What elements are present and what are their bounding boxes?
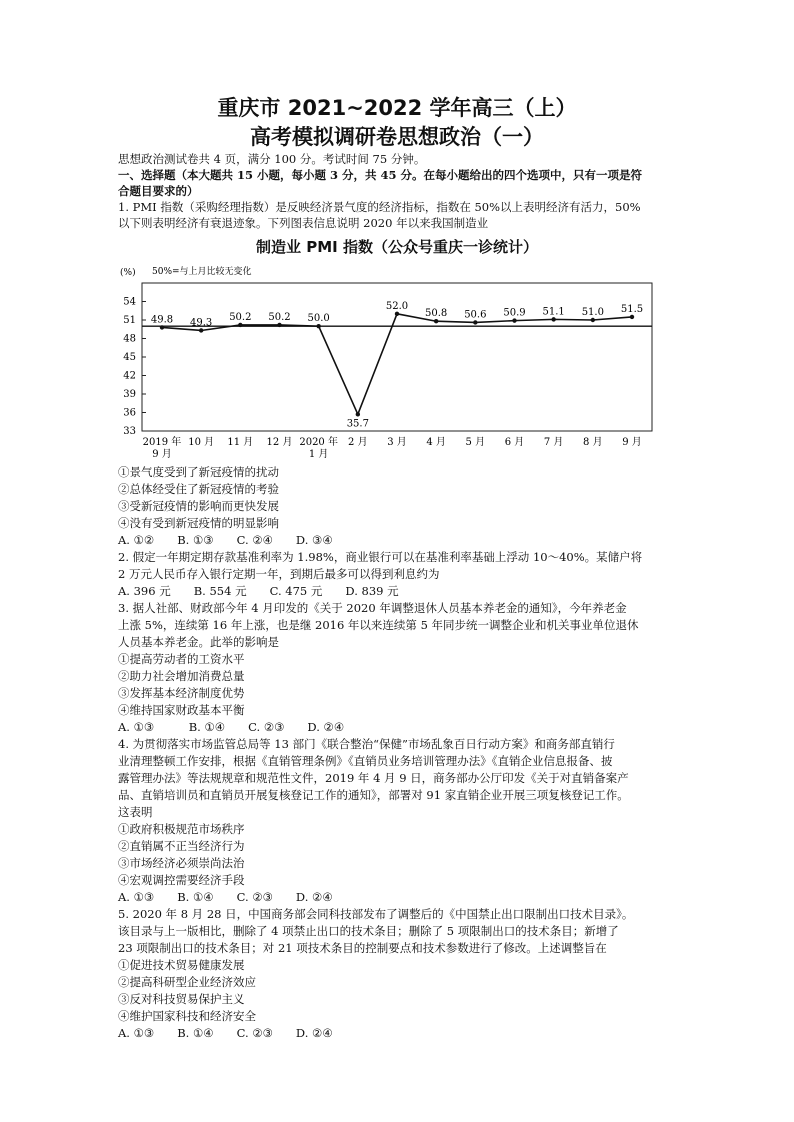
q4-stem-line4: 品、直销培训员和直销员开展复核登记工作的通知》，部署对 91 家直销企业开展三项复核登记工作。 bbox=[118, 788, 629, 802]
y-tick-label: 39 bbox=[123, 389, 136, 400]
data-label: 49.3 bbox=[190, 317, 213, 329]
q4-answers: A. ①③ B. ①④ C. ②③ D. ②④ bbox=[118, 890, 333, 904]
q3-option-4: ④维持国家财政基本平衡 bbox=[118, 703, 245, 717]
exam-title-line2: 高考模拟调研卷思想政治（一） bbox=[250, 125, 544, 149]
data-point bbox=[277, 323, 281, 327]
data-point bbox=[473, 320, 477, 324]
data-label: 50.0 bbox=[307, 313, 330, 325]
x-tick-label: 11 月 bbox=[227, 437, 254, 448]
intro-text: 思想政治测试卷共 4 页，满分 100 分。考试时间 75 分钟。 bbox=[118, 152, 426, 166]
q1-option-3: ③受新冠疫情的影响而更快发展 bbox=[118, 499, 279, 513]
y-tick-label: 33 bbox=[123, 426, 136, 437]
q4-option-1: ①政府积极规范市场秩序 bbox=[118, 822, 245, 836]
section-heading-line1: 一、选择题（本大题共 15 小题，每小题 3 分，共 45 分。在每小题给出的四个选项中，只有一项是符 bbox=[118, 168, 643, 182]
x-tick-label: 4 月 bbox=[426, 437, 446, 448]
q5-option-3: ③反对科技贸易保护主义 bbox=[118, 992, 245, 1006]
data-point bbox=[356, 412, 360, 416]
exam-title-line1: 重庆市 2021~2022 学年高三（上） bbox=[217, 96, 577, 120]
data-point bbox=[199, 328, 203, 332]
data-point bbox=[238, 323, 242, 327]
q4-option-3: ③市场经济必须崇尚法治 bbox=[118, 856, 245, 870]
x-tick-label: 2020 年 bbox=[299, 437, 338, 448]
q3-stem-line3: 人员基本养老金。此举的影响是 bbox=[118, 635, 279, 649]
data-label: 50.6 bbox=[464, 309, 487, 321]
q4-stem-line3: 露管理办法》等法规规章和规范性文件，2019 年 4 月 9 日，商务部办公厅印发《关于对直销备案产 bbox=[118, 771, 629, 785]
data-label: 50.8 bbox=[425, 308, 448, 320]
q1-option-1: ①景气度受到了新冠疫情的扰动 bbox=[118, 465, 279, 479]
data-label: 50.2 bbox=[229, 311, 252, 323]
data-label: 50.2 bbox=[268, 311, 291, 323]
data-point bbox=[434, 319, 438, 323]
data-label: 51.1 bbox=[542, 306, 565, 318]
q4-stem-line1: 4. 为贯彻落实市场监管总局等 13 部门《联合整治“保健”市场乱象百日行动方案》和商务部直销行 bbox=[118, 737, 615, 751]
q3-option-2: ②助力社会增加消费总量 bbox=[118, 669, 245, 683]
q3-stem-line2: 上涨 5%，连续第 16 年上涨，也是继 2016 年以来连续第 5 年同步统一调整企业和机关事业单位退休 bbox=[118, 618, 639, 632]
q4-option-4: ④宏观调控需要经济手段 bbox=[118, 873, 245, 887]
q3-option-1: ①提高劳动者的工资水平 bbox=[118, 652, 245, 666]
x-tick-label: 6 月 bbox=[504, 437, 525, 448]
data-point bbox=[551, 317, 555, 321]
q1-option-4: ④没有受到新冠疫情的明显影响 bbox=[118, 516, 279, 530]
x-tick-label: 10 月 bbox=[188, 437, 215, 448]
q1-stem-line2: 以下则表明经济有衰退迹象。下列图表信息说明 2020 年以来我国制造业 bbox=[118, 216, 489, 230]
data-point bbox=[316, 324, 320, 328]
q3-answers: A. ①③ B. ①④ C. ②③ D. ②④ bbox=[118, 720, 345, 734]
x-tick-label: 2019 年 bbox=[142, 437, 182, 448]
data-label: 50.9 bbox=[503, 307, 526, 319]
q1-stem-line1: 1. PMI 指数（采购经理指数）是反映经济景气度的经济指标，指数在 50%以上表明经济有活力，50% bbox=[118, 200, 641, 214]
data-label: 52.0 bbox=[385, 300, 409, 312]
q4-stem-line2: 业清理整顿工作安排，根据《直销管理条例》《直销员业务培训管理办法》《直销企业信息报备、披 bbox=[118, 754, 613, 768]
q5-option-2: ②提高科研型企业经济效应 bbox=[118, 975, 256, 989]
data-point bbox=[630, 315, 634, 319]
x-tick-label: 9 月 bbox=[152, 449, 172, 460]
q3-option-3: ③发挥基本经济制度优势 bbox=[118, 686, 245, 700]
data-label: 51.5 bbox=[620, 303, 644, 315]
data-point bbox=[512, 318, 516, 322]
x-tick-label: 3 月 bbox=[387, 437, 407, 448]
q2-answers: A. 396 元 B. 554 元 C. 475 元 D. 839 元 bbox=[118, 584, 399, 598]
y-unit-label: (%) bbox=[120, 268, 136, 278]
q5-stem-line2: 该目录与上一版相比，删除了 4 项禁止出口的技术条目；删除了 5 项限制出口的技术条目；新增了 bbox=[118, 924, 619, 938]
q1-answers: A. ①② B. ①③ C. ②④ D. ③④ bbox=[118, 533, 333, 547]
x-tick-label: 9 月 bbox=[622, 437, 642, 448]
q5-stem-line1: 5. 2020 年 8 月 28 日，中国商务部会同科技部发布了调整后的《中国禁止出口限制出口技术目录》。 bbox=[118, 907, 634, 921]
q3-stem-line1: 3. 据人社部、财政部今年 4 月印发的《关于 2020 年调整退休人员基本养老金的通知》，今年养老金 bbox=[118, 601, 627, 615]
pmi-line-chart bbox=[112, 258, 672, 463]
data-point bbox=[395, 312, 399, 316]
y-tick-label: 54 bbox=[123, 296, 136, 308]
x-tick-label: 5 月 bbox=[465, 437, 486, 448]
x-tick-label: 12 月 bbox=[266, 437, 293, 448]
y-tick-label: 51 bbox=[123, 315, 136, 326]
data-point bbox=[160, 325, 164, 329]
q4-option-2: ②直销属不正当经济行为 bbox=[118, 839, 245, 853]
y-tick-label: 45 bbox=[123, 352, 136, 363]
q5-answers: A. ①③ B. ①④ C. ②③ D. ②④ bbox=[118, 1026, 333, 1040]
chart-annotation: 50%=与上月比较无变化 bbox=[152, 267, 252, 277]
q5-option-4: ④维护国家科技和经济安全 bbox=[118, 1009, 256, 1023]
x-tick-label: 7 月 bbox=[543, 437, 564, 448]
q1-option-2: ②总体经受住了新冠疫情的考验 bbox=[118, 482, 279, 496]
data-label: 49.8 bbox=[150, 314, 174, 326]
data-label: 35.7 bbox=[346, 418, 369, 430]
y-tick-label: 42 bbox=[123, 370, 136, 382]
q2-stem-line1: 2. 假定一年期定期存款基准利率为 1.98%，商业银行可以在基准利率基础上浮动 10～40%。某储户将 bbox=[118, 550, 643, 564]
q5-stem-line3: 23 项限制出口的技术条目；对 21 项技术条目的控制要点和技术参数进行了修改。上述调整旨在 bbox=[118, 941, 607, 955]
y-tick-label: 48 bbox=[123, 333, 136, 345]
data-point bbox=[591, 318, 595, 322]
q4-stem-line5: 这表明 bbox=[118, 805, 153, 819]
section-heading-line2: 合题目要求的） bbox=[118, 184, 199, 198]
q2-stem-line2: 2 万元人民币存入银行定期一年，到期后最多可以得到利息约为 bbox=[118, 567, 440, 581]
data-label: 51.0 bbox=[581, 307, 604, 318]
x-tick-label: 2 月 bbox=[348, 437, 368, 448]
q5-option-1: ①促进技术贸易健康发展 bbox=[118, 958, 245, 972]
y-tick-label: 36 bbox=[123, 407, 136, 419]
x-tick-label: 1 月 bbox=[308, 449, 329, 460]
chart-title: 制造业 PMI 指数（公众号重庆一诊统计） bbox=[256, 238, 538, 256]
x-tick-label: 8 月 bbox=[583, 437, 603, 448]
